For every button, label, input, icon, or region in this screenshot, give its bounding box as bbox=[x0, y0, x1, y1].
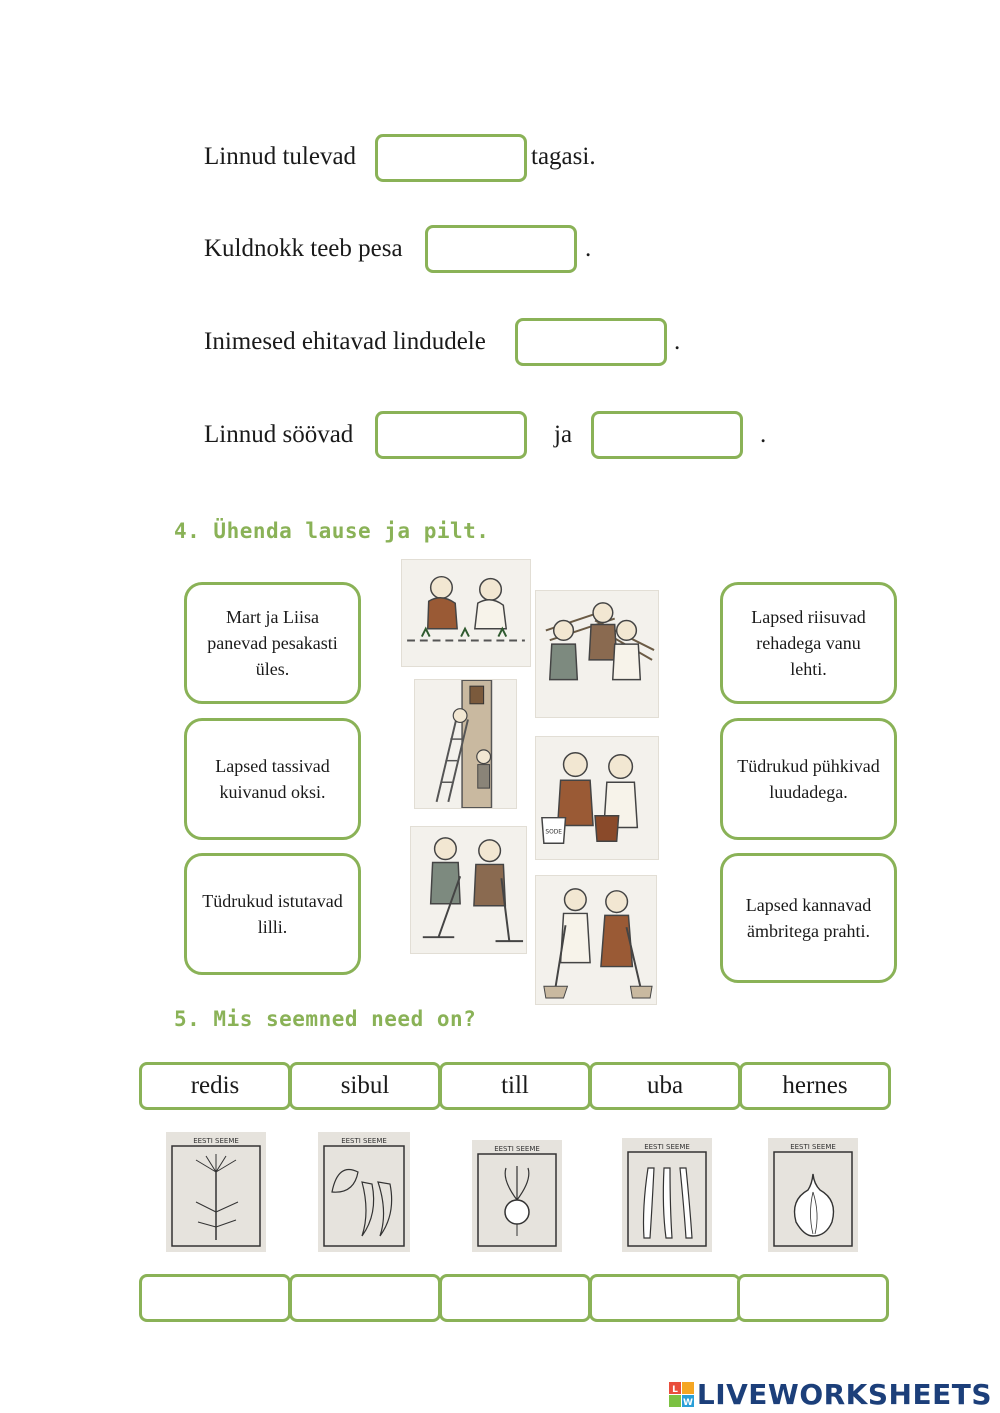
brand-name: LIVEWORKSHEETS bbox=[696, 1378, 992, 1411]
word-tile-till[interactable] bbox=[439, 1062, 591, 1110]
seed-packet-radish-label: EESTI SEEME bbox=[494, 1145, 540, 1153]
sentence-4-end: . bbox=[760, 421, 767, 448]
answer-field-1[interactable] bbox=[375, 134, 527, 182]
sentence-1-end: tagasi. bbox=[531, 143, 596, 170]
left-card-2[interactable] bbox=[184, 718, 361, 840]
right-card-2-text: Tüdrukud pühkivad luudadega. bbox=[737, 756, 880, 802]
seed-packet-dill-label: EESTI SEEME bbox=[193, 1137, 239, 1145]
picture-raking-leaves[interactable] bbox=[410, 826, 527, 954]
word-tile-redis[interactable] bbox=[139, 1062, 291, 1110]
right-card-1[interactable] bbox=[720, 582, 897, 704]
word-tile-till-text: till bbox=[501, 1072, 529, 1099]
picture-sweeping[interactable] bbox=[535, 875, 657, 1005]
sentence-4-middle: ja bbox=[554, 421, 573, 448]
word-tile-sibul-text: sibul bbox=[340, 1072, 390, 1099]
word-tile-uba[interactable] bbox=[589, 1062, 741, 1110]
section-5-heading: 5. Mis seemned need on? bbox=[174, 1007, 477, 1031]
seed-answer-2[interactable] bbox=[289, 1274, 441, 1322]
seed-packet-dill bbox=[166, 1132, 266, 1252]
seed-answer-4[interactable] bbox=[589, 1274, 741, 1322]
section-4-heading: 4. Ühenda lause ja pilt. bbox=[174, 519, 490, 543]
sentence-3-start: Inimesed ehitavad lindudele bbox=[204, 328, 486, 355]
answer-field-4a[interactable] bbox=[375, 411, 527, 459]
left-card-3-text: Tüdrukud istutavad lilli. bbox=[202, 891, 343, 937]
word-tile-sibul[interactable] bbox=[289, 1062, 441, 1110]
word-tile-hernes-text: hernes bbox=[782, 1072, 848, 1099]
word-tile-redis-text: redis bbox=[190, 1072, 240, 1099]
seed-packet-radish bbox=[472, 1140, 562, 1252]
word-tile-hernes[interactable] bbox=[739, 1062, 891, 1110]
seed-packet-onion-label: EESTI SEEME bbox=[790, 1143, 836, 1151]
sentence-3-end: . bbox=[674, 328, 681, 355]
seed-answer-3[interactable] bbox=[439, 1274, 591, 1322]
word-tile-uba-text: uba bbox=[646, 1072, 684, 1099]
right-card-1-text: Lapsed riisuvad rehadega vanu lehti. bbox=[751, 607, 866, 679]
picture-carrying-buckets[interactable] bbox=[535, 736, 659, 860]
left-card-2-text: Lapsed tassivad kuivanud oksi. bbox=[215, 756, 330, 802]
liveworksheets-logo bbox=[669, 1378, 992, 1411]
bucket-label: SODE bbox=[545, 829, 563, 836]
left-card-3[interactable] bbox=[184, 853, 361, 975]
seed-packet-bean-label: EESTI SEEME bbox=[644, 1143, 690, 1151]
answer-field-4b[interactable] bbox=[591, 411, 743, 459]
left-card-1-text: Mart ja Liisa panevad pesakasti üles. bbox=[207, 607, 338, 679]
seed-packet-onion bbox=[768, 1138, 858, 1252]
right-card-3[interactable] bbox=[720, 853, 897, 983]
logo-letter-l: L bbox=[672, 1384, 678, 1395]
answer-field-3[interactable] bbox=[515, 318, 667, 366]
answer-field-2[interactable] bbox=[425, 225, 577, 273]
picture-birdhouse[interactable] bbox=[414, 679, 517, 809]
liveworksheets-logo-icon bbox=[669, 1382, 695, 1408]
seed-packet-bean bbox=[622, 1138, 712, 1252]
left-card-1[interactable] bbox=[184, 582, 361, 704]
seed-answer-5[interactable] bbox=[737, 1274, 889, 1322]
sentence-2-start: Kuldnokk teeb pesa bbox=[204, 235, 403, 262]
sentence-4-start: Linnud söövad bbox=[204, 421, 354, 448]
logo-letter-w: W bbox=[682, 1397, 693, 1408]
seed-packet-pea-label: EESTI SEEME bbox=[341, 1137, 387, 1145]
seed-answer-1[interactable] bbox=[139, 1274, 291, 1322]
sentence-1-start: Linnud tulevad bbox=[204, 143, 357, 170]
right-card-3-text: Lapsed kannavad ämbritega prahti. bbox=[745, 895, 872, 941]
right-card-2[interactable] bbox=[720, 718, 897, 840]
picture-planting-flowers[interactable] bbox=[401, 559, 531, 667]
sentence-2-end: . bbox=[585, 235, 592, 262]
picture-carrying-branches[interactable] bbox=[535, 590, 659, 718]
seed-packet-pea bbox=[318, 1132, 410, 1252]
